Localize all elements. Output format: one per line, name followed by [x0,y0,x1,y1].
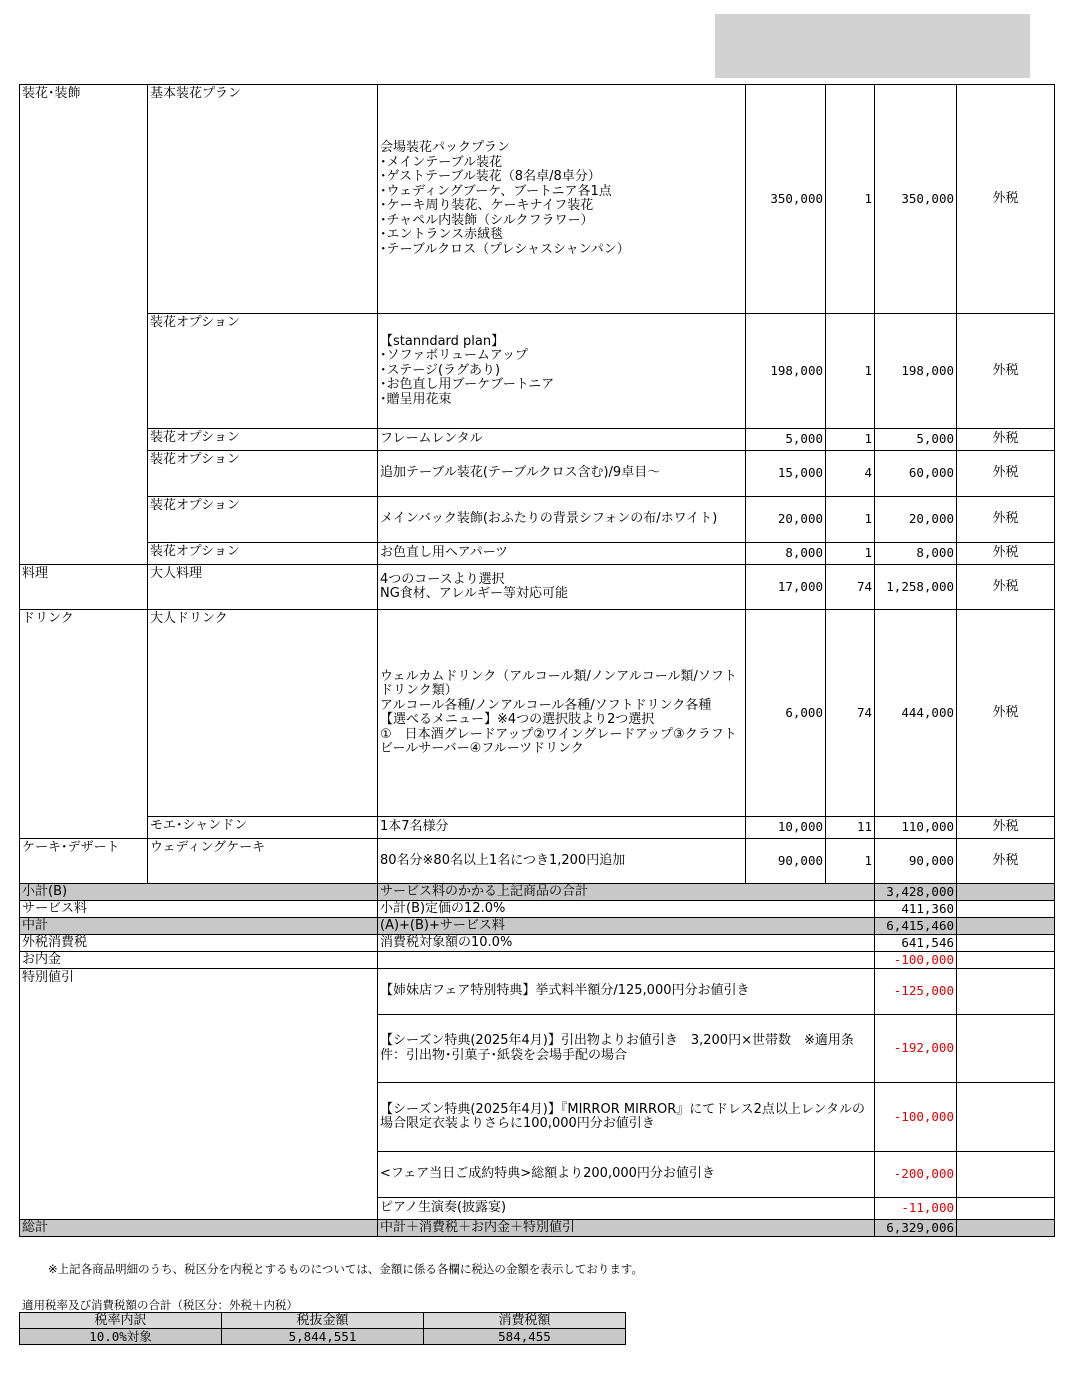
summary-empty-cell [957,1220,1055,1237]
amount-cell: 20,000 [875,497,957,543]
line-item-row [20,817,1055,839]
discount-value: -11,000 [875,1198,957,1220]
middle-total-row [20,918,1055,935]
quantity-cell: 1 [826,314,875,429]
summary-empty-cell [957,884,1055,901]
line-item-row [20,497,1055,543]
discount-value: -192,000 [875,1015,957,1083]
summary-description: 中計＋消費税＋お内金＋特別値引 [378,1220,875,1237]
discount-value: -100,000 [875,1083,957,1152]
unit-price-cell: 198,000 [746,314,826,429]
item-cell: 装花オプション [148,497,378,543]
pretax-amount-value: 5,844,551 [222,1329,424,1345]
tax-rate-header: 税率内訳 [20,1313,222,1329]
item-cell: 装花オプション [148,543,378,565]
unit-price-cell: 6,000 [746,610,826,817]
summary-empty-cell [957,918,1055,935]
summary-empty-cell [957,1152,1055,1198]
unit-price-cell: 10,000 [746,817,826,839]
unit-price-cell: 20,000 [746,497,826,543]
item-cell: モエ･シャンドン [148,817,378,839]
header-placeholder-box [715,14,1030,78]
summary-label: 中計 [20,918,378,935]
discount-value: -200,000 [875,1152,957,1198]
line-item-row [20,565,1055,610]
tax-type-cell: 外税 [957,543,1055,565]
item-cell: 大人ドリンク [148,610,378,817]
discount-row [20,969,1055,1015]
category-cell: ドリンク [20,610,148,839]
tax-type-cell: 外税 [957,610,1055,817]
unit-price-cell: 5,000 [746,429,826,451]
discount-description: <フェア当日ご成約特典>総額より200,000円分お値引き [378,1152,875,1198]
quantity-cell: 11 [826,817,875,839]
summary-description: (A)+(B)+サービス料 [378,918,875,935]
summary-label: サービス料 [20,901,378,918]
description-cell: 会場装花パックプラン ･メインテーブル装花 ･ゲストテーブル装花（8名卓/8卓分） ･ウェディングブーケ、ブートニア各1点 ･ケーキ周り装花、ケーキナイフ装花 ･チャペル内装飾（シルクフラワー） ･エントランス赤絨毯 ･テーブルクロス（プレシャスシャンパン） [378,85,746,314]
amount-cell: 110,000 [875,817,957,839]
unit-price-cell: 15,000 [746,451,826,497]
tax-type-cell: 外税 [957,565,1055,610]
tax-amount-value: 584,455 [424,1329,626,1345]
line-item-row [20,429,1055,451]
category-cell: 料理 [20,565,148,610]
item-cell: 装花オプション [148,314,378,429]
amount-cell: 1,258,000 [875,565,957,610]
quantity-cell: 4 [826,451,875,497]
line-item-row [20,543,1055,565]
tax-summary-header-row [20,1313,626,1329]
amount-cell: 90,000 [875,839,957,884]
subtotal-row [20,884,1055,901]
pretax-amount-header: 税抜金額 [222,1313,424,1329]
summary-value: 411,360 [875,901,957,918]
unit-price-cell: 17,000 [746,565,826,610]
tax-type-cell: 外税 [957,497,1055,543]
amount-cell: 444,000 [875,610,957,817]
description-cell: 4つのコースより選択 NG食材、アレルギー等対応可能 [378,565,746,610]
description-cell: 80名分※80名以上1名につき1,200円追加 [378,839,746,884]
tax-amount-header: 消費税額 [424,1313,626,1329]
quantity-cell: 74 [826,565,875,610]
tax-type-cell: 外税 [957,314,1055,429]
description-cell: 1本7名様分 [378,817,746,839]
summary-description: 消費税対象額の10.0% [378,935,875,952]
item-cell: 装花オプション [148,451,378,497]
item-cell: 基本装花プラン [148,85,378,314]
summary-description: サービス料のかかる上記商品の合計 [378,884,875,901]
summary-value: 641,546 [875,935,957,952]
tax-type-cell: 外税 [957,85,1055,314]
quantity-cell: 74 [826,610,875,817]
summary-label: 外税消費税 [20,935,378,952]
service-charge-row [20,901,1055,918]
estimate-table [19,84,1055,1237]
tax-type-cell: 外税 [957,839,1055,884]
summary-empty-cell [957,1015,1055,1083]
summary-label: お内金 [20,952,378,969]
quantity-cell: 1 [826,429,875,451]
line-item-row [20,314,1055,429]
summary-label: 小計(B) [20,884,378,901]
item-cell: 大人料理 [148,565,378,610]
summary-label: 総計 [20,1220,378,1237]
summary-empty-cell [957,1198,1055,1220]
summary-empty-cell [957,1083,1055,1152]
summary-value: 6,329,006 [875,1220,957,1237]
summary-empty-cell [957,969,1055,1015]
consumption-tax-row [20,935,1055,952]
discount-description: 【シーズン特典(2025年4月)】引出物よりお値引き 3,200円×世帯数 ※適用条件：引出物･引菓子･紙袋を会場手配の場合 [378,1015,875,1083]
summary-description [378,952,875,969]
tax-display-note: ※上記各商品明細のうち、税区分を内税とするものについては、金額に係る各欄に税込の金額を表示しております。 [48,1262,643,1276]
unit-price-cell: 90,000 [746,839,826,884]
description-cell: フレームレンタル [378,429,746,451]
grand-total-row [20,1220,1055,1237]
discount-description: 【姉妹店フェア特別特典】挙式料半額分/125,000円分お値引き [378,969,875,1015]
amount-cell: 60,000 [875,451,957,497]
discount-description: 【シーズン特典(2025年4月)】『MIRROR MIRROR』にてドレス2点以上レンタルの場合限定衣装よりさらに100,000円分お値引き [378,1083,875,1152]
description-cell: お色直し用ヘアパーツ [378,543,746,565]
line-item-row [20,610,1055,817]
item-cell: ウェディングケーキ [148,839,378,884]
description-cell: 【stanndard plan】 ･ソファボリュームアップ ･ステージ(ラグあり) ･お色直し用ブーケブートニア ･贈呈用花束 [378,314,746,429]
summary-empty-cell [957,952,1055,969]
description-cell: ウェルカムドリンク（アルコール類/ノンアルコール類/ソフトドリンク類） アルコール各種/ノンアルコール各種/ソフトドリンク各種 【選べるメニュー】※4つの選択肢より2つ選択 ① 日本酒グレードアップ②ワイングレードアップ③クラフトビールサーバー④フルーツドリンク [378,610,746,817]
description-cell: メインバック装飾(おふたりの背景シフォンの布/ホワイト) [378,497,746,543]
tax-type-cell: 外税 [957,817,1055,839]
quantity-cell: 1 [826,839,875,884]
quantity-cell: 1 [826,85,875,314]
summary-value: -100,000 [875,952,957,969]
discount-value: -125,000 [875,969,957,1015]
unit-price-cell: 8,000 [746,543,826,565]
tax-rate-value: 10.0%対象 [20,1329,222,1345]
summary-empty-cell [957,935,1055,952]
tax-summary-value-row [20,1329,626,1345]
quantity-cell: 1 [826,543,875,565]
category-cell: ケーキ･デザート [20,839,148,884]
discount-label: 特別値引 [20,969,378,1220]
tax-type-cell: 外税 [957,429,1055,451]
quantity-cell: 1 [826,497,875,543]
description-cell: 追加テーブル装花(テーブルクロス含む)/9卓目～ [378,451,746,497]
amount-cell: 5,000 [875,429,957,451]
line-item-row [20,85,1055,314]
tax-summary-title: 適用税率及び消費税額の合計（税区分：外税＋内税） [22,1298,298,1312]
summary-empty-cell [957,901,1055,918]
summary-description: 小計(B)定価の12.0% [378,901,875,918]
discount-description: ピアノ生演奏(披露宴) [378,1198,875,1220]
summary-value: 3,428,000 [875,884,957,901]
line-item-row [20,839,1055,884]
line-item-row [20,451,1055,497]
tax-summary-table [19,1312,626,1345]
amount-cell: 8,000 [875,543,957,565]
amount-cell: 198,000 [875,314,957,429]
category-cell: 装花･装飾 [20,85,148,565]
deposit-row [20,952,1055,969]
amount-cell: 350,000 [875,85,957,314]
summary-value: 6,415,460 [875,918,957,935]
tax-type-cell: 外税 [957,451,1055,497]
unit-price-cell: 350,000 [746,85,826,314]
item-cell: 装花オプション [148,429,378,451]
